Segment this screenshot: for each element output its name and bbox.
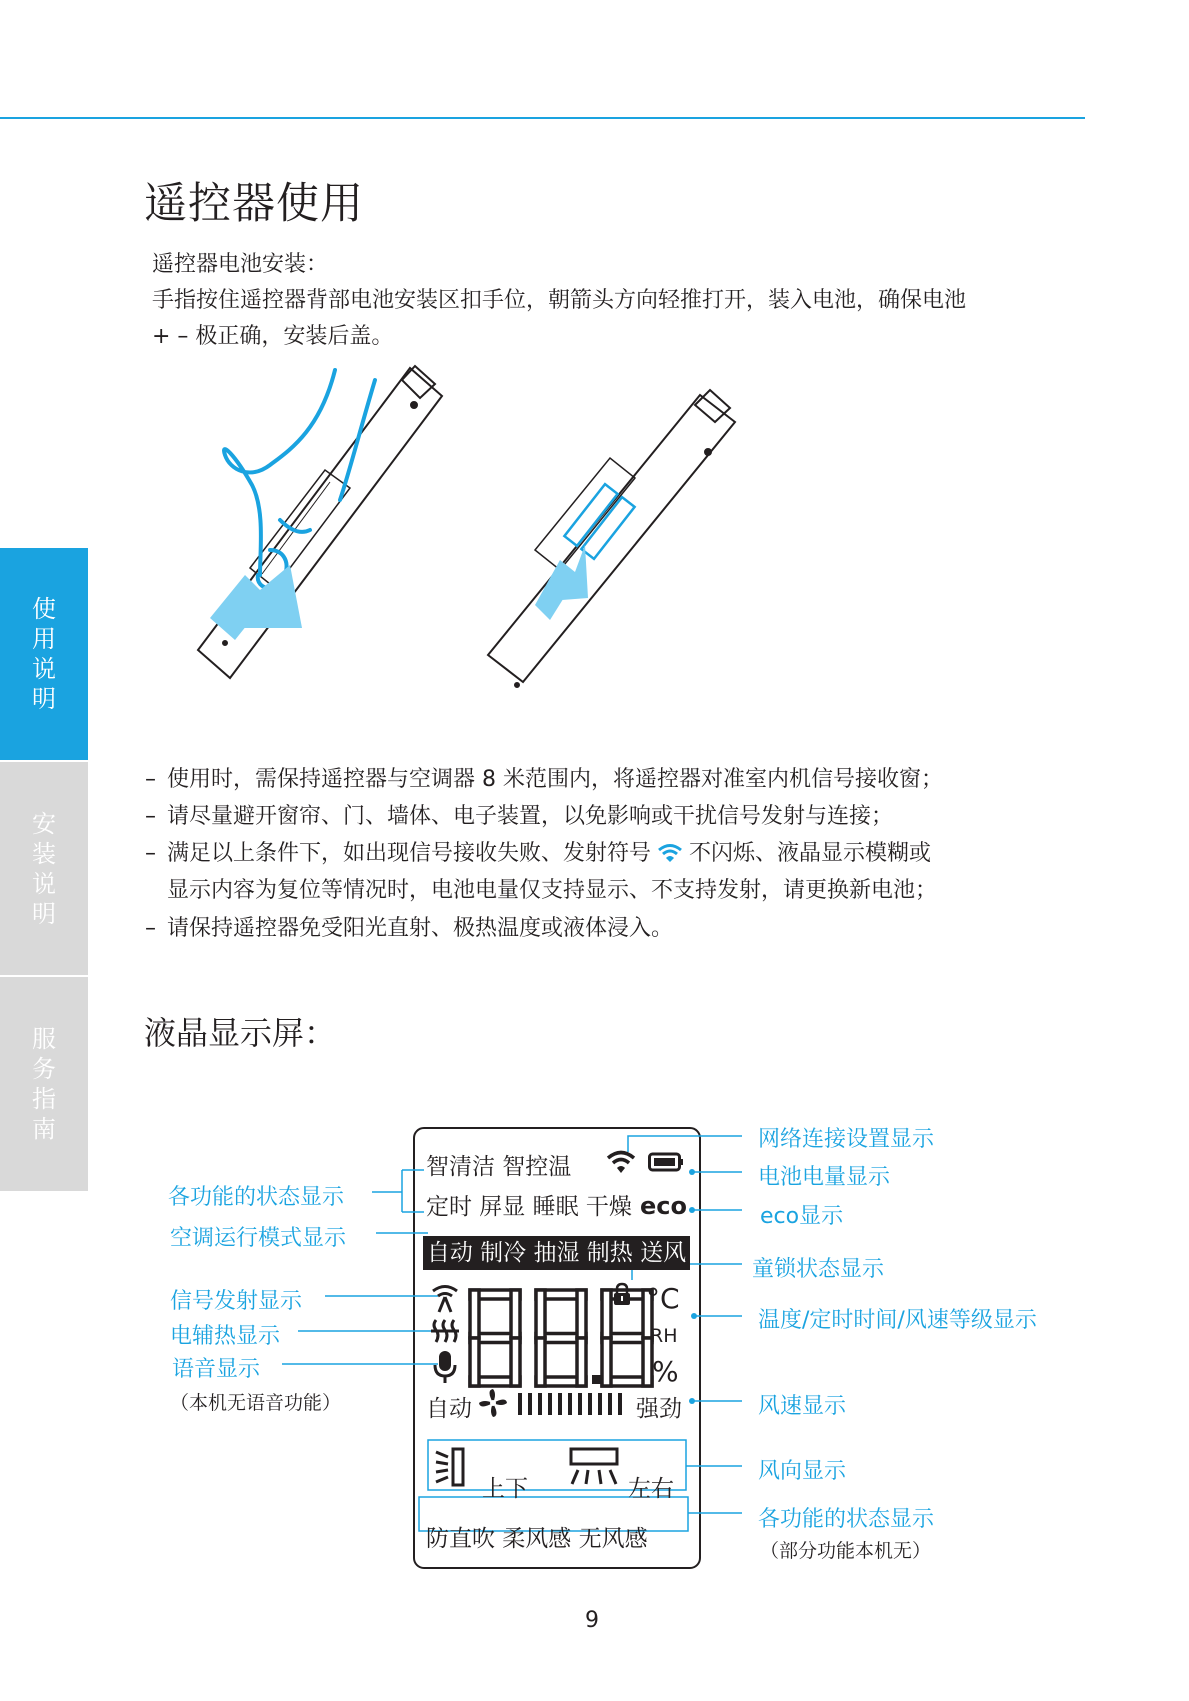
tab-usage-instructions[interactable] [0, 548, 88, 760]
bullet-dash: – [145, 916, 156, 941]
callout-status-note: （部分功能本机无） [760, 1540, 932, 1562]
page-number: 9 [585, 1608, 599, 1633]
tab-char: 说 [32, 655, 56, 683]
tab-char: 装 [32, 839, 56, 868]
digit-segment [577, 1290, 586, 1338]
note-text: 使用时，需保持遥控器与空调器 8 米范围内，将遥控器对准室内机信号接收窗； [167, 767, 943, 792]
fan-speed-bar [538, 1393, 542, 1415]
fan-speed-bar [578, 1393, 582, 1415]
note-text: 满足以上条件下，如出现信号接收失败、发射符号 [167, 841, 652, 866]
callout-eco: eco显示 [760, 1204, 844, 1229]
tab-char: 明 [32, 685, 56, 713]
fan-strong-label: 强劲 [636, 1396, 682, 1422]
callout-network: 网络连接设置显示 [758, 1127, 935, 1152]
digit-segment [577, 1338, 586, 1386]
note-text: 请保持遥控器免受阳光直射、极热温度或液体浸入。 [167, 916, 674, 941]
fan-speed-bar [618, 1393, 622, 1415]
note-item-continued: 显示内容为复位等情况时，电池电量仅支持显示、不支持发射，请更换新电池； [167, 878, 938, 903]
battery-line-2: + – 极正确，安装后盖。 [152, 324, 394, 349]
swing-left-right-label: 左右 [628, 1476, 674, 1502]
rh-unit: RH [650, 1325, 678, 1347]
signal-icon [430, 1283, 460, 1313]
microphone-icon [433, 1350, 457, 1384]
header-rule [0, 117, 1085, 119]
digit-segment [602, 1338, 611, 1386]
callout-voice: 语音显示 [172, 1357, 261, 1382]
tab-char: 服 [32, 1025, 56, 1053]
decimal-point [592, 1375, 601, 1384]
tab-char: 务 [32, 1055, 56, 1083]
digit-segment [536, 1290, 545, 1338]
lcd-function-row-1: 智清洁 智控温 [426, 1154, 572, 1180]
swing-left-right-icon [568, 1446, 620, 1488]
callout-battery: 电池电量显示 [758, 1165, 891, 1190]
digit-segment [511, 1290, 520, 1338]
fan-speed-bar [568, 1393, 572, 1415]
bullet-dash: – [145, 841, 156, 866]
fan-speed-bar [598, 1393, 602, 1415]
tab-char: 指 [32, 1085, 56, 1113]
battery-line-1: 手指按住遥控器背部电池安装区扣手位，朝箭头方向轻推打开，装入电池，确保电池 [152, 288, 967, 313]
tab-installation-instructions[interactable] [0, 762, 88, 975]
note-text: 不闪烁、液晶显示模糊或 [689, 841, 932, 866]
eco-icon [640, 1194, 688, 1218]
fan-icon [478, 1388, 508, 1418]
tab-char: 使 [32, 595, 56, 623]
fan-speed-bar [588, 1393, 592, 1415]
fan-auto-label: 自动 [426, 1396, 472, 1422]
tab-char: 安 [32, 809, 56, 838]
fan-speed-bars [516, 1392, 628, 1416]
tab-char: 明 [32, 899, 56, 928]
digit-segment [470, 1338, 479, 1386]
celsius-unit: °C [646, 1282, 680, 1315]
tab-char: 说 [32, 869, 56, 898]
temperature-digits [468, 1286, 664, 1390]
fan-speed-bar [548, 1393, 552, 1415]
callout-function-status: 各功能的状态显示 [168, 1185, 345, 1210]
callout-temperature: 温度/定时时间/风速等级显示 [758, 1308, 1037, 1333]
bullet-dash: – [145, 767, 156, 792]
bullet-dash: – [145, 804, 156, 829]
lcd-mode-bar: 自动 制冷 抽湿 制热 送风 [423, 1236, 690, 1270]
note-item [145, 911, 673, 942]
swing-up-down-icon [434, 1446, 476, 1488]
callout-wind-direction: 风向显示 [758, 1459, 847, 1484]
lcd-section-heading: 液晶显示屏： [144, 1014, 337, 1052]
svg-text:eco: eco [640, 1194, 687, 1218]
fan-speed-bar [518, 1393, 522, 1415]
lcd-features-row: 防直吹 柔风感 无风感 [426, 1526, 648, 1552]
callout-function-status-bottom: 各功能的状态显示 [758, 1507, 935, 1532]
child-lock-icon [612, 1282, 632, 1306]
tab-char: 用 [32, 625, 56, 653]
note-item [145, 799, 893, 830]
callout-fan-speed: 风速显示 [758, 1394, 847, 1419]
fan-speed-bar [558, 1393, 562, 1415]
electric-heater-icon [430, 1318, 460, 1344]
callout-voice-note: （本机无语音功能） [170, 1392, 342, 1414]
page-title: 遥控器使用 [144, 179, 364, 229]
note-item [145, 836, 931, 867]
digit-segment [511, 1338, 520, 1386]
swing-up-down-label: 上下 [482, 1476, 528, 1502]
lcd-function-row-2: 定时 屏显 睡眠 干燥 [426, 1194, 632, 1220]
callout-heater: 电辅热显示 [170, 1324, 281, 1349]
digit-segment [536, 1338, 545, 1386]
wifi-icon [657, 843, 683, 863]
fan-speed-bar [528, 1393, 532, 1415]
callout-run-mode: 空调运行模式显示 [170, 1226, 347, 1251]
battery-level-icon [648, 1152, 684, 1172]
digit-segment [470, 1290, 479, 1338]
callout-signal: 信号发射显示 [170, 1289, 303, 1314]
note-item [145, 762, 943, 793]
battery-heading: 遥控器电池安装： [152, 252, 329, 277]
percent-unit: % [652, 1355, 679, 1388]
tab-char: 南 [32, 1115, 56, 1143]
digit-segment [602, 1290, 611, 1338]
callout-child-lock: 童锁状态显示 [752, 1257, 885, 1282]
note-text: 请尽量避开窗帘、门、墙体、电子装置，以免影响或干扰信号发射与连接； [167, 804, 894, 829]
wifi-icon [606, 1150, 636, 1174]
battery-installation-illustration [190, 360, 810, 700]
fan-speed-bar [608, 1393, 612, 1415]
